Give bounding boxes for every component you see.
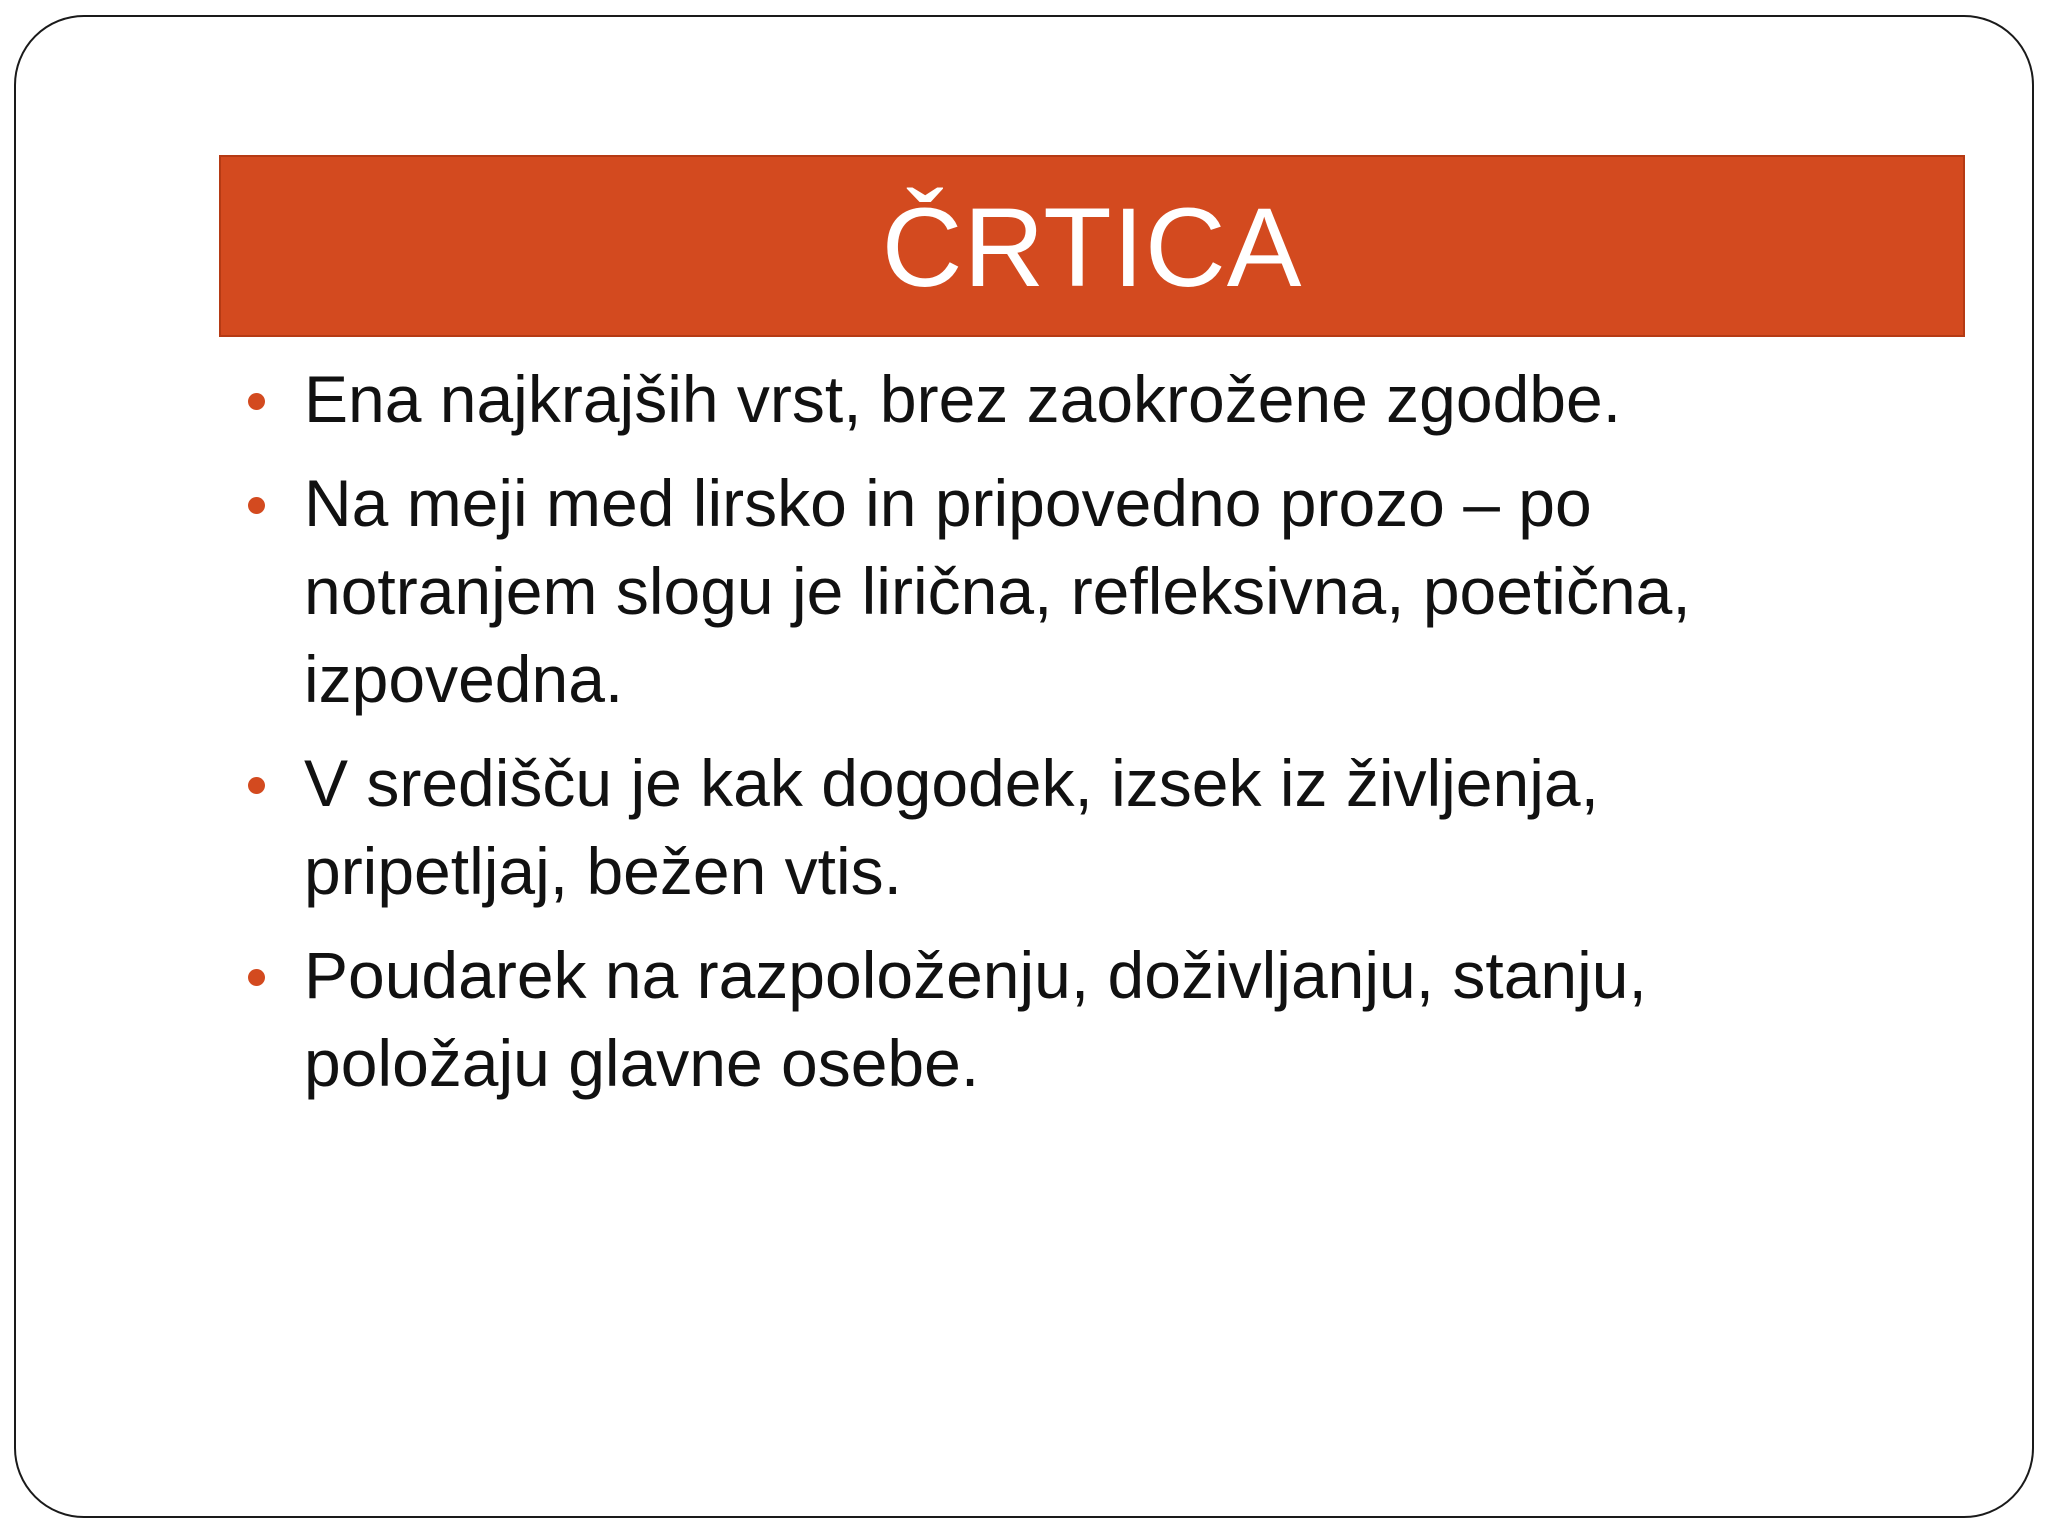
slide-frame — [14, 15, 2034, 1518]
bullet-text: V središču je kak dogodek, izsek iz življenja, pripetljaj, bežen vtis. — [304, 746, 1599, 908]
title-bar — [219, 155, 1965, 337]
bullet-item — [238, 931, 1878, 1107]
bullet-dot-icon — [248, 777, 265, 794]
bullet-dot-icon — [248, 969, 265, 986]
bullet-item — [238, 739, 1878, 915]
bullet-item — [238, 459, 1878, 723]
bullet-text: Ena najkrajših vrst, brez zaokrožene zgodbe. — [304, 362, 1622, 436]
bullet-dot-icon — [248, 497, 265, 514]
bullet-text: Poudarek na razpoloženju, doživljanju, stanju, položaju glavne osebe. — [304, 938, 1647, 1100]
slide-title: ČRTICA — [881, 185, 1303, 310]
bullet-item — [238, 355, 1878, 443]
bullet-list — [238, 355, 1878, 1123]
bullet-dot-icon — [248, 393, 265, 410]
bullet-text: Na meji med lirsko in pripovedno prozo – po notranjem slogu je lirična, refleksivna, poetična, izpovedna. — [304, 466, 1691, 716]
